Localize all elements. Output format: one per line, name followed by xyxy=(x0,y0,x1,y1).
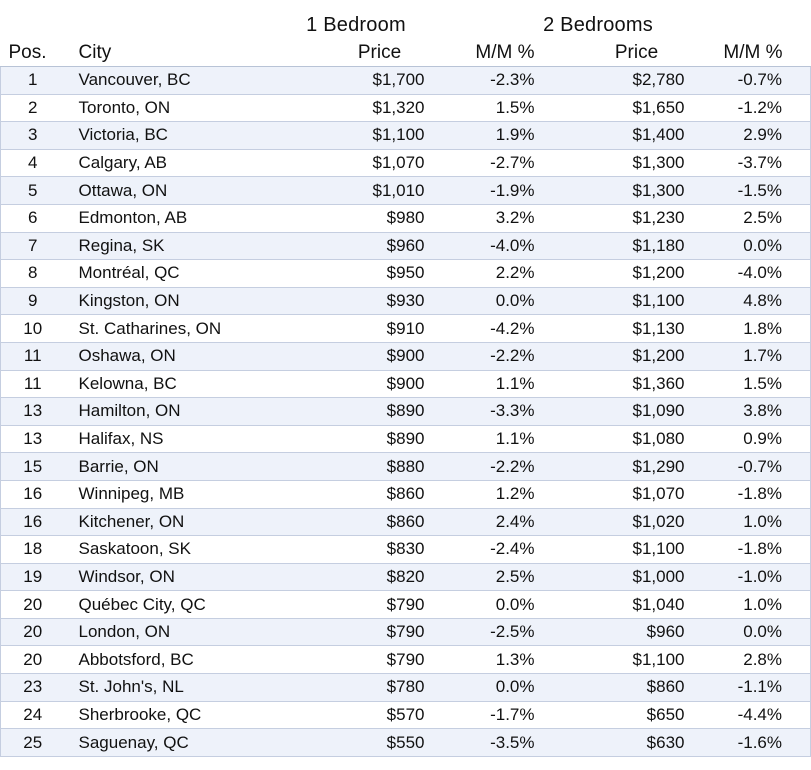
cell-mm-2-bedrooms: 1.7% xyxy=(685,342,811,370)
cell-city: Hamilton, ON xyxy=(65,398,295,426)
cell-price-2-bedrooms: $1,290 xyxy=(559,453,685,481)
cell-price-1-bedroom: $790 xyxy=(295,618,435,646)
cell-mm-1-bedroom: 0.0% xyxy=(435,674,559,702)
cell-price-1-bedroom: $980 xyxy=(295,204,435,232)
cell-mm-1-bedroom: -1.9% xyxy=(435,177,559,205)
table-row xyxy=(1,480,811,508)
cell-mm-1-bedroom: 2.4% xyxy=(435,508,559,536)
cell-city: Barrie, ON xyxy=(65,453,295,481)
table-row xyxy=(1,287,811,315)
table-row xyxy=(1,618,811,646)
cell-pos: 23 xyxy=(1,674,65,702)
cell-pos: 4 xyxy=(1,149,65,177)
cell-pos: 16 xyxy=(1,480,65,508)
cell-pos: 20 xyxy=(1,618,65,646)
cell-mm-1-bedroom: 1.9% xyxy=(435,122,559,150)
cell-mm-2-bedrooms: 1.0% xyxy=(685,508,811,536)
table-header xyxy=(1,39,811,67)
cell-city: Montréal, QC xyxy=(65,260,295,288)
cell-price-1-bedroom: $890 xyxy=(295,398,435,426)
cell-city: London, ON xyxy=(65,618,295,646)
cell-mm-2-bedrooms: 1.0% xyxy=(685,591,811,619)
cell-price-1-bedroom: $960 xyxy=(295,232,435,260)
cell-city: Kingston, ON xyxy=(65,287,295,315)
cell-mm-1-bedroom: -2.2% xyxy=(435,453,559,481)
cell-mm-1-bedroom: -2.4% xyxy=(435,536,559,564)
cell-city: Victoria, BC xyxy=(65,122,295,150)
cell-price-1-bedroom: $900 xyxy=(295,370,435,398)
cell-price-2-bedrooms: $1,180 xyxy=(559,232,685,260)
cell-price-1-bedroom: $1,320 xyxy=(295,94,435,122)
cell-mm-2-bedrooms: 1.5% xyxy=(685,370,811,398)
cell-price-1-bedroom: $1,070 xyxy=(295,149,435,177)
cell-price-1-bedroom: $880 xyxy=(295,453,435,481)
table-row xyxy=(1,149,811,177)
cell-city: Windsor, ON xyxy=(65,563,295,591)
cell-price-2-bedrooms: $1,000 xyxy=(559,563,685,591)
cell-mm-2-bedrooms: -1.8% xyxy=(685,480,811,508)
cell-price-1-bedroom: $780 xyxy=(295,674,435,702)
cell-pos: 5 xyxy=(1,177,65,205)
cell-mm-2-bedrooms: -1.2% xyxy=(685,94,811,122)
cell-pos: 10 xyxy=(1,315,65,343)
cell-city: Abbotsford, BC xyxy=(65,646,295,674)
cell-mm-2-bedrooms: 3.8% xyxy=(685,398,811,426)
table-row xyxy=(1,260,811,288)
cell-price-2-bedrooms: $860 xyxy=(559,674,685,702)
cell-pos: 11 xyxy=(1,342,65,370)
cell-price-2-bedrooms: $1,070 xyxy=(559,480,685,508)
cell-price-2-bedrooms: $1,230 xyxy=(559,204,685,232)
cell-pos: 1 xyxy=(1,67,65,95)
cell-city: Halifax, NS xyxy=(65,425,295,453)
cell-price-2-bedrooms: $1,200 xyxy=(559,260,685,288)
cell-mm-1-bedroom: 0.0% xyxy=(435,287,559,315)
cell-price-2-bedrooms: $960 xyxy=(559,618,685,646)
cell-price-2-bedrooms: $630 xyxy=(559,729,685,757)
table-row xyxy=(1,674,811,702)
cell-price-2-bedrooms: $1,100 xyxy=(559,287,685,315)
cell-pos: 9 xyxy=(1,287,65,315)
cell-mm-1-bedroom: -4.2% xyxy=(435,315,559,343)
cell-price-1-bedroom: $830 xyxy=(295,536,435,564)
cell-pos: 20 xyxy=(1,591,65,619)
cell-mm-1-bedroom: -4.0% xyxy=(435,232,559,260)
cell-price-1-bedroom: $1,700 xyxy=(295,67,435,95)
cell-mm-1-bedroom: 1.1% xyxy=(435,425,559,453)
cell-mm-2-bedrooms: -1.8% xyxy=(685,536,811,564)
column-header-city: City xyxy=(65,39,295,67)
cell-mm-2-bedrooms: 2.5% xyxy=(685,204,811,232)
cell-mm-1-bedroom: 2.2% xyxy=(435,260,559,288)
cell-city: Kelowna, BC xyxy=(65,370,295,398)
table-row xyxy=(1,370,811,398)
cell-price-1-bedroom: $1,010 xyxy=(295,177,435,205)
cell-mm-1-bedroom: -3.3% xyxy=(435,398,559,426)
cell-mm-1-bedroom: -2.7% xyxy=(435,149,559,177)
cell-city: Toronto, ON xyxy=(65,94,295,122)
cell-mm-2-bedrooms: -3.7% xyxy=(685,149,811,177)
column-header-price-1-bedroom: Price xyxy=(295,39,435,67)
table-row xyxy=(1,177,811,205)
cell-mm-2-bedrooms: -1.6% xyxy=(685,729,811,757)
cell-mm-1-bedroom: 1.3% xyxy=(435,646,559,674)
cell-city: Saguenay, QC xyxy=(65,729,295,757)
cell-price-1-bedroom: $930 xyxy=(295,287,435,315)
group-header-1-bedroom: 1 Bedroom xyxy=(306,14,406,36)
cell-mm-1-bedroom: 2.5% xyxy=(435,563,559,591)
cell-price-2-bedrooms: $1,040 xyxy=(559,591,685,619)
cell-pos: 6 xyxy=(1,204,65,232)
cell-pos: 15 xyxy=(1,453,65,481)
cell-price-2-bedrooms: $1,130 xyxy=(559,315,685,343)
cell-city: Québec City, QC xyxy=(65,591,295,619)
table-row xyxy=(1,398,811,426)
cell-pos: 7 xyxy=(1,232,65,260)
cell-mm-2-bedrooms: 0.9% xyxy=(685,425,811,453)
cell-price-2-bedrooms: $1,360 xyxy=(559,370,685,398)
cell-price-1-bedroom: $790 xyxy=(295,591,435,619)
column-header-mm-1-bedroom: M/M % xyxy=(435,39,559,67)
cell-price-2-bedrooms: $1,300 xyxy=(559,149,685,177)
cell-pos: 18 xyxy=(1,536,65,564)
cell-pos: 20 xyxy=(1,646,65,674)
cell-pos: 16 xyxy=(1,508,65,536)
cell-mm-2-bedrooms: 4.8% xyxy=(685,287,811,315)
table-row xyxy=(1,646,811,674)
cell-mm-1-bedroom: 3.2% xyxy=(435,204,559,232)
table-row xyxy=(1,701,811,729)
cell-mm-2-bedrooms: 0.0% xyxy=(685,232,811,260)
cell-price-2-bedrooms: $1,100 xyxy=(559,646,685,674)
cell-city: Calgary, AB xyxy=(65,149,295,177)
table-row xyxy=(1,453,811,481)
column-header-price-2-bedrooms: Price xyxy=(559,39,685,67)
cell-pos: 11 xyxy=(1,370,65,398)
header-row xyxy=(1,39,811,67)
cell-mm-2-bedrooms: -0.7% xyxy=(685,67,811,95)
cell-price-1-bedroom: $860 xyxy=(295,480,435,508)
cell-mm-2-bedrooms: 1.8% xyxy=(685,315,811,343)
table-row xyxy=(1,122,811,150)
table-row xyxy=(1,508,811,536)
table-body xyxy=(1,67,811,757)
cell-mm-2-bedrooms: 2.8% xyxy=(685,646,811,674)
cell-price-1-bedroom: $820 xyxy=(295,563,435,591)
cell-price-2-bedrooms: $1,650 xyxy=(559,94,685,122)
cell-mm-1-bedroom: 1.2% xyxy=(435,480,559,508)
table-row xyxy=(1,204,811,232)
cell-mm-2-bedrooms: -4.4% xyxy=(685,701,811,729)
cell-city: Oshawa, ON xyxy=(65,342,295,370)
cell-pos: 19 xyxy=(1,563,65,591)
cell-city: St. Catharines, ON xyxy=(65,315,295,343)
cell-price-2-bedrooms: $1,100 xyxy=(559,536,685,564)
table-row xyxy=(1,591,811,619)
cell-price-1-bedroom: $570 xyxy=(295,701,435,729)
cell-price-1-bedroom: $550 xyxy=(295,729,435,757)
cell-price-1-bedroom: $1,100 xyxy=(295,122,435,150)
table-row xyxy=(1,232,811,260)
cell-price-2-bedrooms: $1,090 xyxy=(559,398,685,426)
cell-city: Saskatoon, SK xyxy=(65,536,295,564)
cell-city: Kitchener, ON xyxy=(65,508,295,536)
cell-price-2-bedrooms: $1,020 xyxy=(559,508,685,536)
rent-table xyxy=(0,39,811,757)
cell-pos: 8 xyxy=(1,260,65,288)
cell-price-2-bedrooms: $1,080 xyxy=(559,425,685,453)
cell-mm-1-bedroom: -3.5% xyxy=(435,729,559,757)
table-row xyxy=(1,94,811,122)
cell-price-2-bedrooms: $1,300 xyxy=(559,177,685,205)
cell-pos: 24 xyxy=(1,701,65,729)
cell-price-2-bedrooms: $650 xyxy=(559,701,685,729)
table-row xyxy=(1,729,811,757)
cell-city: Vancouver, BC xyxy=(65,67,295,95)
table-row xyxy=(1,563,811,591)
cell-mm-1-bedroom: -1.7% xyxy=(435,701,559,729)
cell-mm-2-bedrooms: -1.5% xyxy=(685,177,811,205)
cell-mm-2-bedrooms: 2.9% xyxy=(685,122,811,150)
cell-city: St. John's, NL xyxy=(65,674,295,702)
cell-price-1-bedroom: $790 xyxy=(295,646,435,674)
table-row xyxy=(1,536,811,564)
column-header-mm-2-bedrooms: M/M % xyxy=(685,39,811,67)
cell-pos: 2 xyxy=(1,94,65,122)
cell-mm-2-bedrooms: -4.0% xyxy=(685,260,811,288)
cell-price-2-bedrooms: $1,200 xyxy=(559,342,685,370)
cell-mm-2-bedrooms: -0.7% xyxy=(685,453,811,481)
cell-city: Ottawa, ON xyxy=(65,177,295,205)
cell-mm-2-bedrooms: 0.0% xyxy=(685,618,811,646)
cell-mm-1-bedroom: -2.3% xyxy=(435,67,559,95)
cell-city: Winnipeg, MB xyxy=(65,480,295,508)
table-row xyxy=(1,67,811,95)
cell-price-1-bedroom: $890 xyxy=(295,425,435,453)
cell-mm-1-bedroom: 1.1% xyxy=(435,370,559,398)
cell-price-1-bedroom: $860 xyxy=(295,508,435,536)
cell-mm-2-bedrooms: -1.0% xyxy=(685,563,811,591)
group-header-2-bedrooms: 2 Bedrooms xyxy=(543,14,653,36)
table-row xyxy=(1,342,811,370)
cell-mm-1-bedroom: -2.5% xyxy=(435,618,559,646)
cell-pos: 13 xyxy=(1,398,65,426)
column-header-pos: Pos. xyxy=(1,39,65,67)
cell-mm-1-bedroom: 1.5% xyxy=(435,94,559,122)
cell-mm-1-bedroom: -2.2% xyxy=(435,342,559,370)
cell-city: Regina, SK xyxy=(65,232,295,260)
cell-mm-2-bedrooms: -1.1% xyxy=(685,674,811,702)
cell-city: Edmonton, AB xyxy=(65,204,295,232)
cell-price-1-bedroom: $900 xyxy=(295,342,435,370)
cell-city: Sherbrooke, QC xyxy=(65,701,295,729)
cell-price-1-bedroom: $950 xyxy=(295,260,435,288)
cell-mm-1-bedroom: 0.0% xyxy=(435,591,559,619)
cell-pos: 13 xyxy=(1,425,65,453)
cell-price-2-bedrooms: $1,400 xyxy=(559,122,685,150)
cell-price-2-bedrooms: $2,780 xyxy=(559,67,685,95)
table-row xyxy=(1,315,811,343)
cell-pos: 3 xyxy=(1,122,65,150)
table-row xyxy=(1,425,811,453)
cell-pos: 25 xyxy=(1,729,65,757)
cell-price-1-bedroom: $910 xyxy=(295,315,435,343)
